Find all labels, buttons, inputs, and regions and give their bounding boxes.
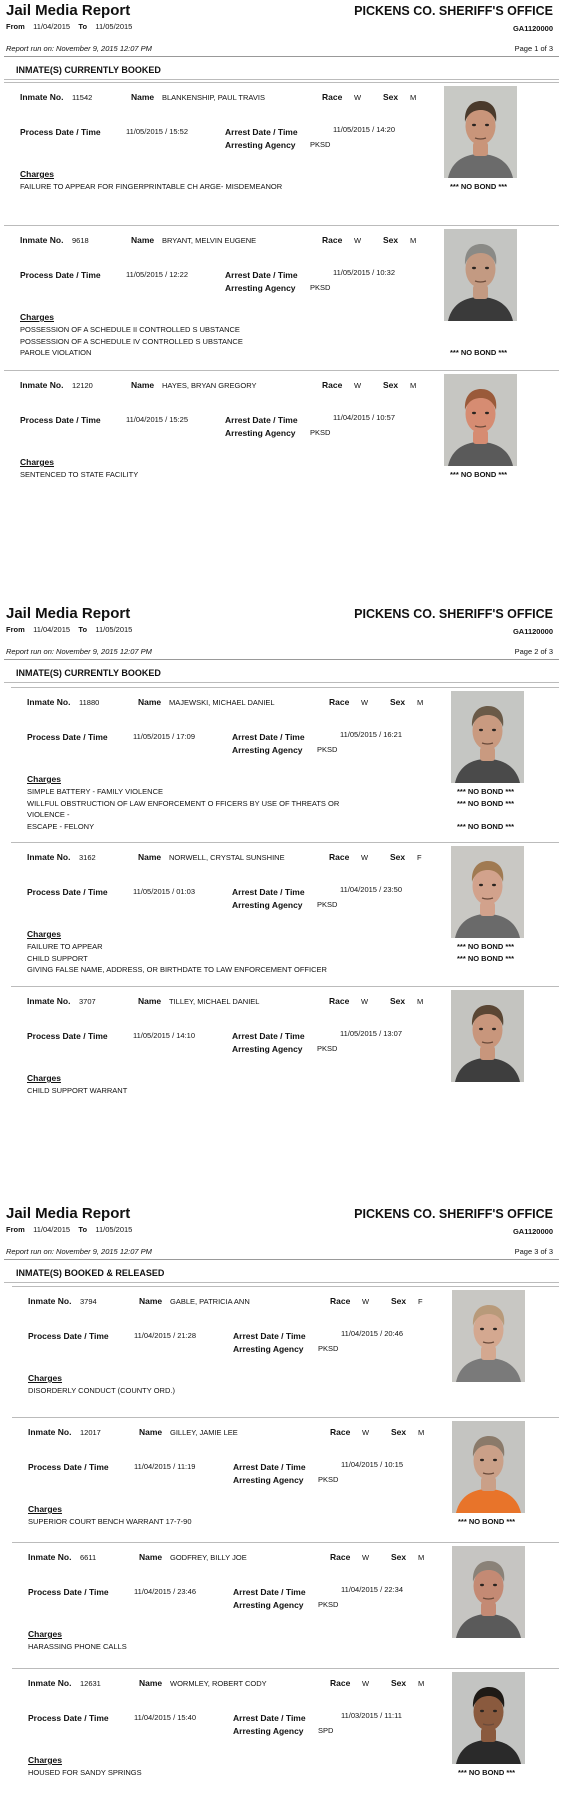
- report-title: Jail Media Report: [6, 605, 131, 622]
- agency-label: Arresting Agency: [225, 428, 296, 438]
- process-label: Process Date / Time: [28, 1331, 109, 1341]
- sex-value: M: [417, 698, 424, 707]
- sex-value: M: [410, 381, 417, 390]
- report-run-on: Report run on: November 9, 2015 12:07 PM: [6, 647, 152, 656]
- race-label: Race: [329, 996, 350, 1006]
- race-label: Race: [322, 235, 343, 245]
- name-label: Name: [139, 1678, 163, 1688]
- inmate-no-value: 3707: [79, 997, 96, 1006]
- charge-item: SENTENCED TO STATE FACILITY: [20, 470, 139, 479]
- charge-item: PAROLE VIOLATION: [20, 348, 92, 357]
- race-value: W: [361, 853, 369, 862]
- inmate-no-value: 3162: [79, 853, 96, 862]
- report-page: [0, 1203, 571, 1800]
- bond-status: *** NO BOND ***: [457, 798, 515, 808]
- name-label: Name: [131, 92, 155, 102]
- mugshot-photo: [452, 1546, 525, 1638]
- inmate-no-value: 12017: [80, 1428, 101, 1437]
- from-label: From: [6, 22, 25, 31]
- mugshot-photo: [451, 990, 524, 1082]
- charges-label: Charges: [27, 774, 62, 784]
- charge-item: ESCAPE - FELONY: [27, 821, 95, 831]
- race-value: W: [354, 381, 362, 390]
- arrest-value: 11/05/2015 / 13:07: [340, 1029, 402, 1038]
- agency-value: SPD: [318, 1726, 334, 1735]
- inmate-no-value: 12631: [80, 1679, 101, 1688]
- from-date: 11/04/2015: [33, 1225, 71, 1234]
- mugshot-image: [451, 691, 524, 783]
- bond-status: *** NO BOND ***: [450, 182, 508, 191]
- inmate-no-label: Inmate No.: [20, 380, 64, 390]
- agency-label: Arresting Agency: [233, 1726, 304, 1736]
- section-title: INMATE(S) CURRENTLY BOOKED: [16, 668, 161, 678]
- race-value: W: [354, 236, 362, 245]
- name-label: Name: [139, 1427, 163, 1437]
- agency-label: Arresting Agency: [225, 283, 296, 293]
- inmate-no-label: Inmate No.: [27, 996, 71, 1006]
- bond-status: *** NO BOND ***: [457, 787, 515, 796]
- record-divider: [11, 687, 559, 688]
- mugshot-photo: [444, 86, 517, 178]
- page-number: Page 2 of 3: [514, 647, 553, 656]
- process-label: Process Date / Time: [28, 1587, 109, 1597]
- from-date: 11/04/2015: [33, 625, 71, 634]
- mugshot-image: [452, 1421, 525, 1513]
- sex-label: Sex: [383, 92, 399, 102]
- office-name: PICKENS CO. SHERIFF'S OFFICE: [354, 607, 553, 621]
- record-divider: [12, 1286, 559, 1287]
- sex-label: Sex: [391, 1678, 407, 1688]
- inmate-no-value: 6611: [80, 1553, 97, 1562]
- charge-item: FAILURE TO APPEAR FOR FINGERPRINTABLE CH ARGE- MISDEMEANOR: [20, 182, 283, 191]
- sex-label: Sex: [390, 852, 406, 862]
- mugshot-image: [452, 1546, 525, 1638]
- office-code: GA1120000: [512, 627, 553, 636]
- bond-status: *** NO BOND ***: [450, 348, 508, 357]
- bond-status: *** NO BOND ***: [457, 953, 515, 963]
- name-label: Name: [139, 1552, 163, 1562]
- from-label: From: [6, 1225, 25, 1234]
- charge-item: GIVING FALSE NAME, ADDRESS, OR BIRTHDATE TO LAW ENFORCEMENT OFFICER: [27, 965, 327, 974]
- sex-label: Sex: [391, 1296, 407, 1306]
- inmate-no-label: Inmate No.: [28, 1296, 72, 1306]
- process-label: Process Date / Time: [28, 1713, 109, 1723]
- charge-item: WILLFUL OBSTRUCTION OF LAW ENFORCEMENT O FFICERS BY USE OF THREATS OR: [27, 798, 340, 808]
- process-value: 11/05/2015 / 17:09: [133, 732, 195, 741]
- charge-item: SIMPLE BATTERY - FAMILY VIOLENCE: [27, 787, 164, 796]
- arrest-label: Arrest Date / Time: [232, 732, 305, 742]
- race-value: W: [354, 93, 362, 102]
- to-label: To: [78, 625, 88, 634]
- arrest-label: Arrest Date / Time: [225, 415, 298, 425]
- record-divider: [11, 842, 559, 843]
- process-value: 11/04/2015 / 15:25: [126, 415, 188, 424]
- charges-label: Charges: [27, 1073, 62, 1083]
- section-title: INMATE(S) BOOKED & RELEASED: [16, 1268, 165, 1278]
- from-label: From: [6, 625, 25, 634]
- to-date: 11/05/2015: [95, 1225, 133, 1234]
- agency-value: PKSD: [310, 140, 331, 149]
- agency-label: Arresting Agency: [232, 1044, 303, 1054]
- charge-item: DISORDERLY CONDUCT (COUNTY ORD.): [28, 1386, 175, 1395]
- name-label: Name: [138, 852, 162, 862]
- date-range: [6, 22, 132, 31]
- mugshot-photo: [452, 1672, 525, 1764]
- agency-label: Arresting Agency: [232, 745, 303, 755]
- agency-value: PKSD: [310, 428, 331, 437]
- mugshot-image: [452, 1290, 525, 1382]
- inmate-no-label: Inmate No.: [27, 697, 71, 707]
- report-page: [0, 0, 571, 603]
- record-divider: [4, 82, 559, 83]
- arrest-label: Arrest Date / Time: [225, 270, 298, 280]
- mugshot-photo: [452, 1290, 525, 1382]
- process-label: Process Date / Time: [27, 732, 108, 742]
- report-run-on: Report run on: November 9, 2015 12:07 PM: [6, 44, 152, 53]
- race-value: W: [362, 1553, 370, 1562]
- arrest-label: Arrest Date / Time: [233, 1587, 306, 1597]
- agency-value: PKSD: [317, 900, 338, 909]
- mugshot-image: [451, 846, 524, 938]
- sex-label: Sex: [383, 380, 399, 390]
- name-label: Name: [139, 1296, 163, 1306]
- header-divider: [4, 56, 559, 57]
- process-label: Process Date / Time: [27, 887, 108, 897]
- process-value: 11/05/2015 / 01:03: [133, 887, 195, 896]
- agency-value: PKSD: [317, 1044, 338, 1053]
- section-title: INMATE(S) CURRENTLY BOOKED: [16, 65, 161, 75]
- race-label: Race: [330, 1296, 351, 1306]
- from-date: 11/04/2015: [33, 22, 71, 31]
- inmate-no-value: 3794: [80, 1297, 97, 1306]
- sex-value: F: [418, 1297, 423, 1306]
- name-label: Name: [131, 380, 155, 390]
- sex-label: Sex: [391, 1427, 407, 1437]
- office-name: PICKENS CO. SHERIFF'S OFFICE: [354, 1207, 553, 1221]
- sex-value: M: [410, 93, 417, 102]
- arrest-label: Arrest Date / Time: [233, 1713, 306, 1723]
- sex-value: M: [417, 997, 424, 1006]
- name-value: HAYES, BRYAN GREGORY: [162, 381, 257, 390]
- agency-label: Arresting Agency: [233, 1475, 304, 1485]
- record-divider: [4, 370, 559, 371]
- inmate-no-value: 11880: [79, 698, 100, 707]
- arrest-value: 11/03/2015 / 11:11: [341, 1711, 402, 1720]
- agency-value: PKSD: [318, 1475, 339, 1484]
- mugshot-photo: [452, 1421, 525, 1513]
- inmate-no-label: Inmate No.: [28, 1427, 72, 1437]
- race-label: Race: [330, 1427, 351, 1437]
- process-value: 11/04/2015 / 11:19: [134, 1462, 196, 1471]
- record-divider: [12, 1542, 559, 1543]
- race-value: W: [362, 1297, 370, 1306]
- report-title: Jail Media Report: [6, 1205, 131, 1222]
- arrest-value: 11/04/2015 / 23:50: [340, 885, 402, 894]
- sex-label: Sex: [390, 996, 406, 1006]
- name-value: WORMLEY, ROBERT CODY: [170, 1679, 267, 1688]
- bond-status: *** NO BOND ***: [457, 821, 515, 831]
- to-date: 11/05/2015: [95, 625, 133, 634]
- arrest-value: 11/04/2015 / 10:15: [341, 1460, 403, 1469]
- name-value: BRYANT, MELVIN EUGENE: [162, 236, 257, 245]
- sex-value: M: [410, 236, 417, 245]
- record-divider: [12, 1417, 559, 1418]
- name-label: Name: [138, 996, 162, 1006]
- to-label: To: [78, 1225, 88, 1234]
- race-value: W: [361, 997, 369, 1006]
- arrest-value: 11/04/2015 / 20:46: [341, 1329, 403, 1338]
- agency-label: Arresting Agency: [225, 140, 296, 150]
- race-value: W: [361, 698, 369, 707]
- race-label: Race: [330, 1678, 351, 1688]
- sex-value: F: [417, 853, 422, 862]
- bond-status: *** NO BOND ***: [457, 942, 515, 951]
- mugshot-photo: [451, 691, 524, 783]
- charge-item: VIOLENCE -: [27, 810, 70, 819]
- arrest-label: Arrest Date / Time: [233, 1331, 306, 1341]
- mugshot-image: [452, 1672, 525, 1764]
- race-label: Race: [329, 852, 350, 862]
- page-number: Page 3 of 3: [514, 1247, 553, 1256]
- process-value: 11/05/2015 / 15:52: [126, 127, 188, 136]
- record-divider: [4, 225, 559, 226]
- sex-value: M: [418, 1428, 425, 1437]
- to-label: To: [78, 22, 88, 31]
- charge-item: SUPERIOR COURT BENCH WARRANT 17-7-90: [28, 1517, 192, 1526]
- name-label: Name: [131, 235, 155, 245]
- charges-label: Charges: [28, 1629, 63, 1639]
- agency-value: PKSD: [317, 745, 338, 754]
- inmate-no-label: Inmate No.: [20, 92, 64, 102]
- charge-item: CHILD SUPPORT: [27, 953, 88, 963]
- inmate-no-label: Inmate No.: [27, 852, 71, 862]
- process-label: Process Date / Time: [20, 127, 101, 137]
- to-date: 11/05/2015: [95, 22, 133, 31]
- charges-label: Charges: [27, 929, 62, 939]
- charges-label: Charges: [28, 1504, 63, 1514]
- charges-label: Charges: [20, 457, 55, 467]
- header-divider: [4, 1259, 559, 1260]
- sex-value: M: [418, 1553, 425, 1562]
- inmate-no-value: 11542: [72, 93, 93, 102]
- sex-label: Sex: [390, 697, 406, 707]
- charges-label: Charges: [28, 1755, 63, 1765]
- report-title: Jail Media Report: [6, 2, 131, 19]
- arrest-label: Arrest Date / Time: [225, 127, 298, 137]
- name-value: TILLEY, MICHAEL DANIEL: [169, 997, 260, 1006]
- inmate-no-value: 9618: [72, 236, 89, 245]
- agency-label: Arresting Agency: [233, 1600, 304, 1610]
- charge-item: HARASSING PHONE CALLS: [28, 1642, 127, 1651]
- bond-status: *** NO BOND ***: [458, 1768, 516, 1777]
- arrest-label: Arrest Date / Time: [233, 1462, 306, 1472]
- process-label: Process Date / Time: [20, 415, 101, 425]
- date-range: [6, 625, 132, 634]
- inmate-no-label: Inmate No.: [20, 235, 64, 245]
- race-value: W: [362, 1679, 370, 1688]
- agency-value: PKSD: [318, 1600, 339, 1609]
- mugshot-photo: [444, 229, 517, 321]
- process-label: Process Date / Time: [28, 1462, 109, 1472]
- arrest-label: Arrest Date / Time: [232, 1031, 305, 1041]
- record-divider: [11, 986, 559, 987]
- record-divider: [12, 1668, 559, 1669]
- mugshot-image: [444, 229, 517, 321]
- name-value: MAJEWSKI, MICHAEL DANIEL: [169, 698, 275, 707]
- race-label: Race: [329, 697, 350, 707]
- agency-label: Arresting Agency: [232, 900, 303, 910]
- mugshot-image: [451, 990, 524, 1082]
- race-value: W: [362, 1428, 370, 1437]
- agency-value: PKSD: [310, 283, 331, 292]
- section-divider: [4, 1282, 559, 1283]
- charge-item: HOUSED FOR SANDY SPRINGS: [28, 1768, 142, 1777]
- report-page: [0, 603, 571, 1203]
- page-number: Page 1 of 3: [514, 44, 553, 53]
- bond-status: *** NO BOND ***: [450, 470, 508, 479]
- name-value: GABLE, PATRICIA ANN: [170, 1297, 250, 1306]
- inmate-no-label: Inmate No.: [28, 1552, 72, 1562]
- mugshot-photo: [451, 846, 524, 938]
- name-value: GILLEY, JAMIE LEE: [170, 1428, 238, 1437]
- arrest-value: 11/05/2015 / 10:32: [333, 268, 395, 277]
- race-label: Race: [322, 380, 343, 390]
- name-label: Name: [138, 697, 162, 707]
- process-label: Process Date / Time: [20, 270, 101, 280]
- mugshot-image: [444, 374, 517, 466]
- sex-label: Sex: [391, 1552, 407, 1562]
- name-value: BLANKENSHIP, PAUL TRAVIS: [162, 93, 265, 102]
- process-value: 11/05/2015 / 12:22: [126, 270, 188, 279]
- agency-label: Arresting Agency: [233, 1344, 304, 1354]
- arrest-value: 11/05/2015 / 16:21: [340, 730, 402, 739]
- charge-item: CHILD SUPPORT WARRANT: [27, 1086, 128, 1095]
- office-code: GA1120000: [512, 24, 553, 33]
- race-label: Race: [330, 1552, 351, 1562]
- office-name: PICKENS CO. SHERIFF'S OFFICE: [354, 4, 553, 18]
- header-divider: [4, 659, 559, 660]
- arrest-value: 11/04/2015 / 10:57: [333, 413, 395, 422]
- inmate-no-label: Inmate No.: [28, 1678, 72, 1688]
- office-code: GA1120000: [512, 1227, 553, 1236]
- date-range: [6, 1225, 132, 1234]
- process-value: 11/04/2015 / 15:40: [134, 1713, 196, 1722]
- process-value: 11/04/2015 / 23:46: [134, 1587, 196, 1596]
- charges-label: Charges: [20, 312, 55, 322]
- charges-label: Charges: [28, 1373, 63, 1383]
- charges-label: Charges: [20, 169, 55, 179]
- process-value: 11/04/2015 / 21:28: [134, 1331, 196, 1340]
- report-run-on: Report run on: November 9, 2015 12:07 PM: [6, 1247, 152, 1256]
- arrest-value: 11/05/2015 / 14:20: [333, 125, 395, 134]
- sex-value: M: [418, 1679, 425, 1688]
- name-value: GODFREY, BILLY JOE: [170, 1553, 247, 1562]
- arrest-value: 11/04/2015 / 22:34: [341, 1585, 403, 1594]
- race-label: Race: [322, 92, 343, 102]
- inmate-no-value: 12120: [72, 381, 93, 390]
- mugshot-image: [444, 86, 517, 178]
- name-value: NORWELL, CRYSTAL SUNSHINE: [169, 853, 285, 862]
- agency-value: PKSD: [318, 1344, 339, 1353]
- charge-item: POSSESSION OF A SCHEDULE IV CONTROLLED S UBSTANCE: [20, 336, 243, 346]
- bond-status: *** NO BOND ***: [458, 1517, 516, 1526]
- section-divider: [4, 79, 559, 80]
- arrest-label: Arrest Date / Time: [232, 887, 305, 897]
- process-label: Process Date / Time: [27, 1031, 108, 1041]
- charge-item: POSSESSION OF A SCHEDULE II CONTROLLED S UBSTANCE: [20, 325, 240, 334]
- charge-item: FAILURE TO APPEAR: [27, 942, 103, 951]
- process-value: 11/05/2015 / 14:10: [133, 1031, 195, 1040]
- section-divider: [4, 682, 559, 683]
- sex-label: Sex: [383, 235, 399, 245]
- mugshot-photo: [444, 374, 517, 466]
